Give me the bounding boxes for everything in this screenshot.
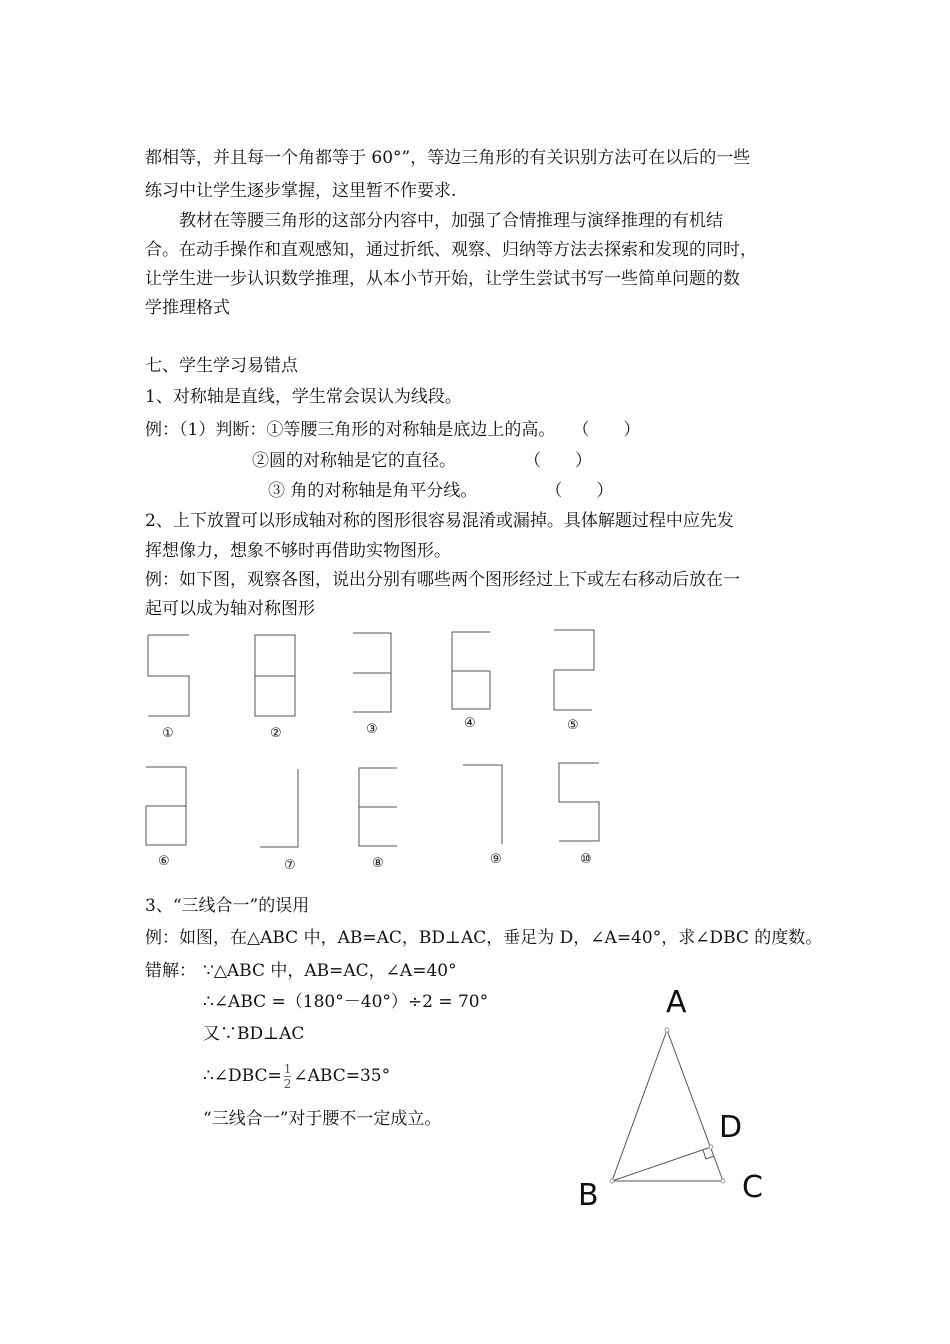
figure-10 — [556, 760, 606, 845]
figure-3 — [350, 630, 400, 720]
paragraph-line: 让学生进一步认识数学推理，从本小节开始，让学生尝试书写一些简单问题的数 — [145, 269, 740, 289]
fraction-numerator: 1 — [283, 1062, 292, 1076]
item-3: 3、“三线合一”的误用 — [145, 896, 310, 916]
triangle-diagram — [600, 1020, 743, 1195]
fraction-one-half — [284, 1062, 292, 1091]
paragraph-line: 合。在动手操作和直观感知，通过折纸、观察、归纳等方法去探索和发现的同时， — [145, 240, 757, 260]
conclusion: “三线合一”对于腰不一定成立。 — [203, 1109, 442, 1129]
figure-label: ④ — [464, 716, 476, 731]
example-2-line: 例：如下图，观察各图，说出分别有哪些两个图形经过上下或左右移动后放在一 — [145, 570, 740, 590]
vertex-label-c: C — [742, 1170, 763, 1205]
figure-label: ③ — [366, 722, 378, 737]
vertex-label-d: D — [719, 1110, 743, 1145]
item-1: 1、对称轴是直线，学生常会误认为线段。 — [145, 387, 462, 407]
figure-6 — [143, 764, 193, 849]
wrong-step-tail: ∠ABC=35° — [293, 1066, 391, 1086]
figure-9 — [460, 762, 510, 847]
item-2-line: 2、上下放置可以形成轴对称的图形很容易混淆或漏掉。具体解题过程中应先发 — [145, 511, 734, 531]
wrong-step-lead: ∴∠DBC= — [203, 1066, 282, 1086]
section-title: 七、学生学习易错点 — [145, 356, 298, 376]
example-1c: ③ 角的对称轴是角平分线。 （ ） — [268, 481, 614, 501]
fraction-denominator: 2 — [283, 1077, 292, 1091]
item-2-line: 挥想像力，想象不够时再借助实物图形。 — [145, 541, 451, 561]
figure-2 — [252, 632, 302, 722]
figure-7 — [257, 766, 307, 851]
wrong-step-fraction — [203, 1058, 390, 1094]
figure-1 — [145, 632, 195, 722]
wrong-label: 错解： — [145, 961, 196, 981]
vertex-label-b: B — [578, 1178, 599, 1213]
wrong-step: ∴∠ABC =（180°－40°）÷2 = 70° — [203, 992, 489, 1012]
figure-label: ⑥ — [158, 854, 170, 869]
wrong-step: ∵△ABC 中，AB=AC，∠A=40° — [203, 961, 457, 981]
wrong-step: 又∵BD⊥AC — [203, 1024, 305, 1044]
figure-8 — [356, 765, 406, 850]
example-1a: 例：（1）判断：①等腰三角形的对称轴是底边上的高。 （ ） — [145, 420, 641, 440]
paragraph-line: 练习中让学生逐步掌握，这里暂不作要求. — [145, 181, 457, 201]
paragraph-line: 学推理格式 — [145, 298, 230, 318]
figure-5 — [551, 627, 601, 717]
figure-label: ⑨ — [490, 852, 502, 867]
example-3: 例：如图，在△ABC 中，AB=AC，BD⊥AC，垂足为 D，∠A=40°，求∠DBC 的度数。 — [145, 928, 823, 948]
paragraph-line: 都相等，并且每一个角都等于 60°”，等边三角形的有关识别方法可在以后的一些 — [145, 148, 751, 168]
example-1b: ②圆的对称轴是它的直径。 （ ） — [252, 451, 592, 471]
figure-label: ⑤ — [567, 718, 579, 733]
figure-label: ② — [270, 726, 282, 741]
paragraph-line: 教材在等腰三角形的这部分内容中，加强了合情推理与演绎推理的有机结 — [145, 211, 723, 231]
vertex-label-a: A — [666, 985, 687, 1020]
figure-4 — [449, 629, 499, 714]
figure-label: ① — [162, 726, 174, 741]
example-2-line: 起可以成为轴对称图形 — [145, 599, 315, 619]
figure-label: ⑩ — [580, 852, 592, 867]
figure-label: ⑦ — [284, 858, 296, 873]
figure-label: ⑧ — [372, 856, 384, 871]
